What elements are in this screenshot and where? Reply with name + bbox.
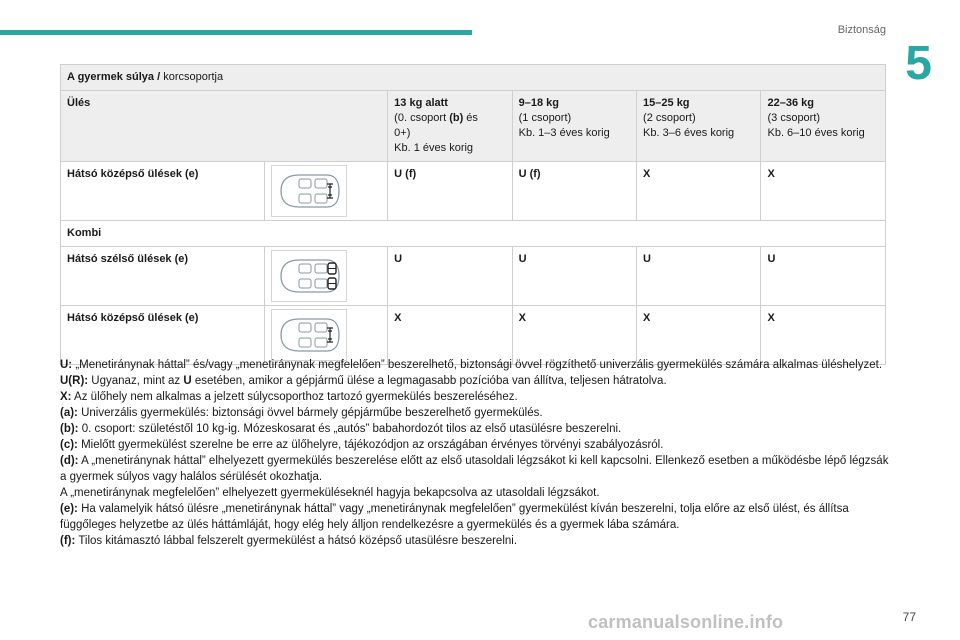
note-text: „Menetiránynak háttal” és/vagy „menetiránynak megfelelően” beszerelhető, biztonsági övvel rögzíthető univerzális gyermekülés számára alkalmas üléshelyzet. <box>72 359 883 371</box>
col-header-2 <box>637 91 761 162</box>
note-text-rest: esetében, amikor a gépjármű ülése a legmagasabb pozícióba van állítva, teljesen hátratolva. <box>191 375 667 387</box>
child-seat-table <box>60 64 886 365</box>
note-text: Ugyanaz, mint az <box>88 375 184 387</box>
table-cell: U (f) <box>388 162 512 221</box>
note-text: A „menetiránynak háttal” elhelyezett gyermekülés beszerelése előtt az első utasoldali légzsákot ki kell kapcsolni. Ellenkező esetben a működésbe lépő légzsák a gyermek súlyos vagy halálos sérülését okozhatja. <box>60 455 889 483</box>
col-group: (1 csoport) <box>518 112 572 124</box>
table-title-bold: A gyermek súlya / <box>67 71 161 83</box>
note-text: Univerzális gyermekülés: biztonsági övvel bármely gépjárműbe beszerelhető gyermekülés. <box>77 407 543 419</box>
col-age: Kb. 3–6 éves korig <box>643 127 735 139</box>
table-title-rest: korcsoportja <box>160 71 224 83</box>
note-text: 0. csoport: születéstől 10 kg-ig. Mózeskosarat és „autós” babahordozót tilos az első utasülésre beszerelni. <box>78 423 622 435</box>
note-text: Tilos kitámasztó lábbal felszerelt gyermekülést a hátsó középső utasülésre beszerelni. <box>75 535 518 547</box>
note-item <box>60 357 890 373</box>
note-item <box>60 389 890 405</box>
note-text: Mielőtt gyermekülést szerelne be erre az ülőhelyre, tájékozódjon az országában érvényes törvényi szabályozásról. <box>77 439 664 451</box>
col-weight: 13 kg alatt <box>394 97 448 109</box>
table-cell: X <box>761 162 886 221</box>
col-header-1 <box>512 91 636 162</box>
table-cell: X <box>637 162 761 221</box>
table-header-row <box>61 91 886 162</box>
col-age: Kb. 1–3 éves korig <box>518 127 610 139</box>
page-number: 77 <box>902 610 916 624</box>
row-label: Hátsó középső ülések (e) <box>61 162 265 221</box>
table-cell: U <box>388 247 512 306</box>
note-key: (b): <box>60 423 79 435</box>
car-rear-center-seat-icon <box>271 309 347 361</box>
table-cell: X <box>637 306 761 365</box>
note-item <box>60 485 890 501</box>
note-item <box>60 501 890 533</box>
col-group-suffix: és <box>463 112 478 124</box>
legend-notes <box>60 357 890 549</box>
col-group: (0. csoport <box>394 112 450 124</box>
table-row <box>61 306 886 365</box>
note-text: Az ülőhely nem alkalmas a jelzett súlycsoporthoz tartozó gyermekülés beszereléséhez. <box>71 391 518 403</box>
row-label: Hátsó középső ülések (e) <box>61 306 265 365</box>
note-key: U: <box>60 359 73 371</box>
col-weight: 15–25 kg <box>643 97 690 109</box>
car-rear-center-seat-icon <box>271 165 347 217</box>
table-row-kombi <box>61 221 886 247</box>
note-key: X: <box>60 391 72 403</box>
note-item <box>60 373 890 389</box>
chapter-number: 5 <box>905 37 932 90</box>
table-cell: U <box>761 247 886 306</box>
table-row <box>61 247 886 306</box>
row-label: Hátsó szélső ülések (e) <box>61 247 265 306</box>
col-weight: 22–36 kg <box>767 97 814 109</box>
note-key: (e): <box>60 503 78 515</box>
note-text: Ha valamelyik hátsó ülésre „menetiránynak háttal” vagy „menetiránynak megfelelően” gyermekülést kíván beszerelni, tolja előre az első ülést, és állítsa függőleges helyzetbe az ülés háttámláját, hogy elég hely álljon rendelkezésre a gyermekülés és a gyermek lába számára. <box>60 503 849 531</box>
note-item <box>60 421 890 437</box>
table-row <box>61 162 886 221</box>
table-title-row <box>61 65 886 91</box>
note-item <box>60 533 890 549</box>
table-cell: U <box>512 247 636 306</box>
note-key: (f): <box>60 535 76 547</box>
col-weight: 9–18 kg <box>518 97 559 109</box>
seat-header: Ülés <box>61 91 388 162</box>
note-item <box>60 405 890 421</box>
table-cell: U (f) <box>512 162 636 221</box>
note-key: (d): <box>60 455 79 467</box>
note-item <box>60 453 890 485</box>
col-age: Kb. 6–10 éves korig <box>767 127 865 139</box>
table-cell: X <box>388 306 512 365</box>
note-text: A „menetiránynak megfelelően” elhelyezett gyermeküléseknél hagyja bekapcsolva az utasoldali légzsákot. <box>60 487 600 499</box>
col-age: Kb. 1 éves korig <box>394 142 474 154</box>
accent-bar <box>0 30 472 35</box>
car-rear-outer-seats-icon <box>271 250 347 302</box>
col-group-note: (b) <box>449 112 464 124</box>
col-group-extra: 0+) <box>394 127 411 139</box>
col-group: (2 csoport) <box>643 112 696 124</box>
table-cell: X <box>512 306 636 365</box>
watermark: carmanualsonline.info <box>588 612 784 632</box>
col-header-0 <box>388 91 512 162</box>
note-item <box>60 437 890 453</box>
section-name: Biztonság <box>837 24 886 36</box>
kombi-label: Kombi <box>61 221 886 247</box>
note-key: (c): <box>60 439 78 451</box>
note-key: U(R): <box>60 375 89 387</box>
note-key: (a): <box>60 407 78 419</box>
table-cell: X <box>761 306 886 365</box>
col-header-3 <box>761 91 886 162</box>
table-cell: U <box>637 247 761 306</box>
col-group: (3 csoport) <box>767 112 821 124</box>
note-key-inline: U <box>183 375 192 387</box>
